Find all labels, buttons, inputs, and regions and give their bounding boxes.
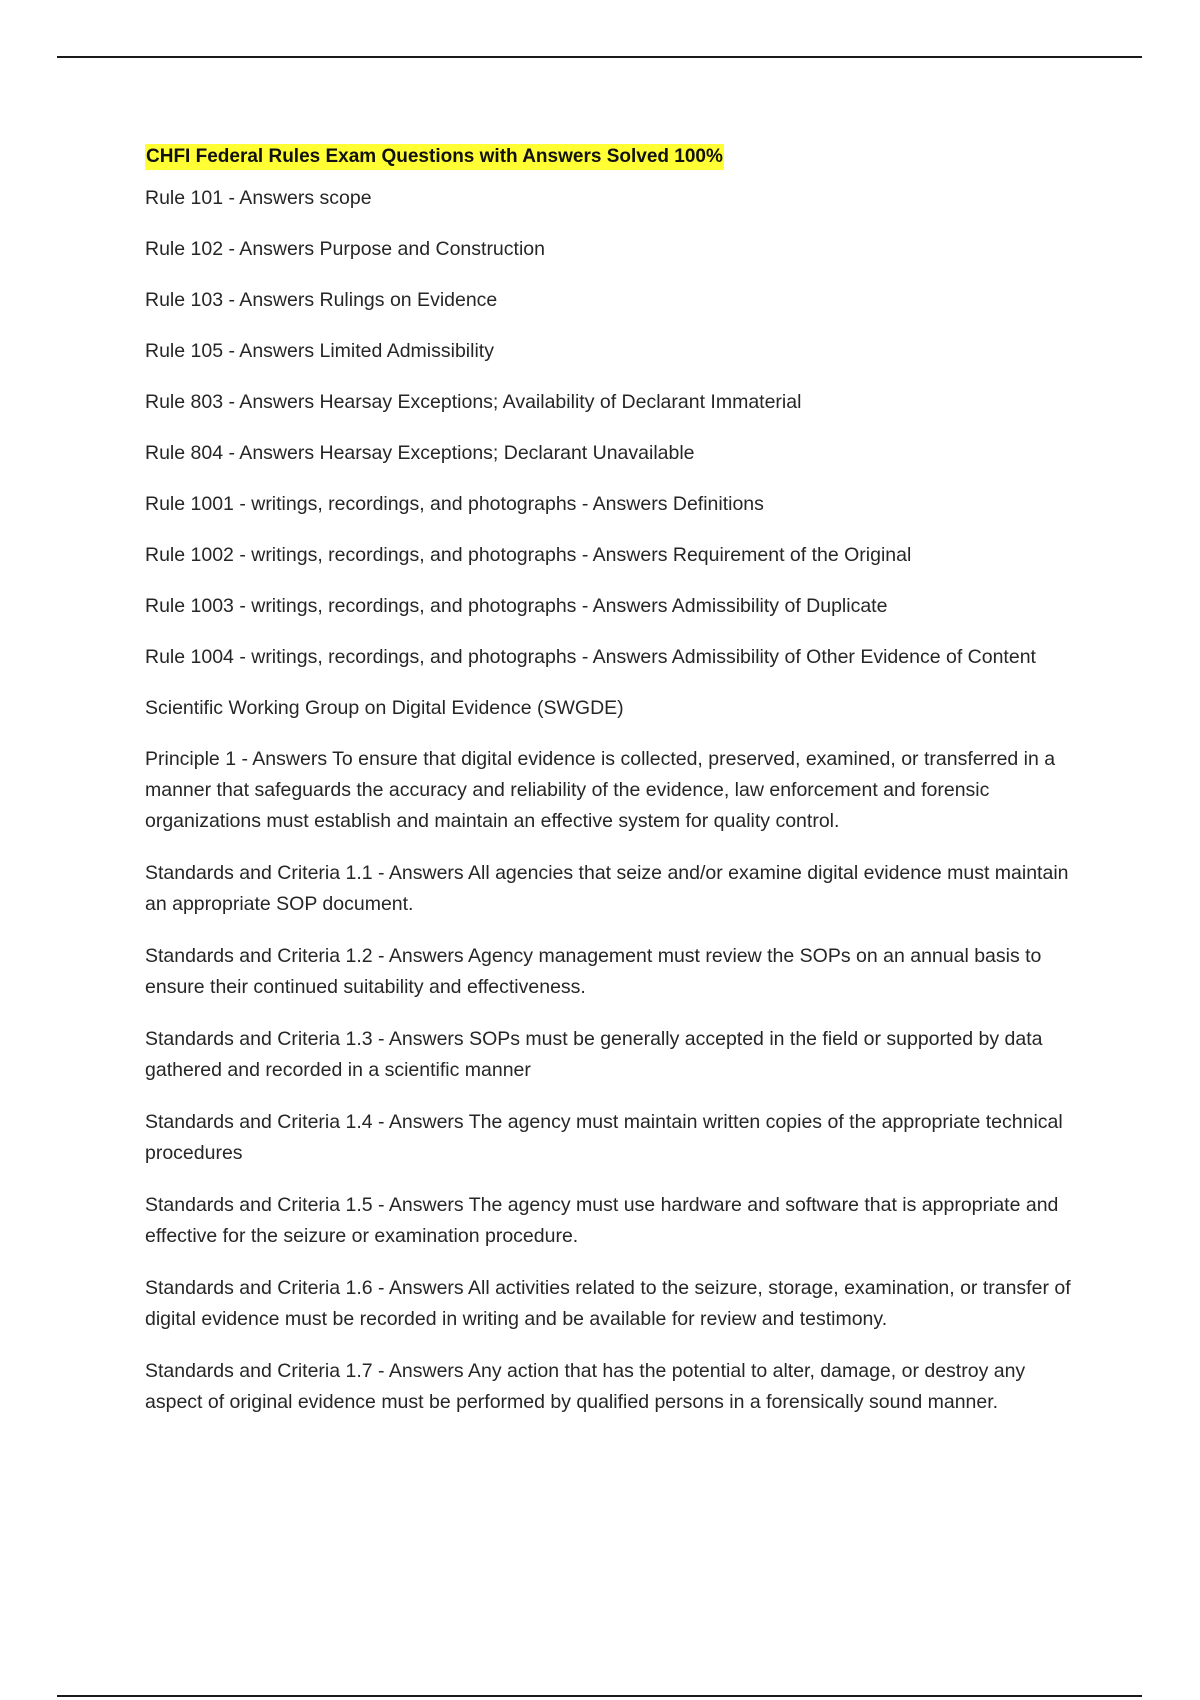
entry-rule-804: Rule 804 - Answers Hearsay Exceptions; Declarant Unavailable [145,442,695,464]
entry-rule-103: Rule 103 - Answers Rulings on Evidence [145,289,498,311]
entry-rule-102: Rule 102 - Answers Purpose and Construction [145,238,545,260]
entry-rule-1001: Rule 1001 - writings, recordings, and photographs - Answers Definitions [145,493,764,515]
entry-criteria-1-5: Standards and Criteria 1.5 - Answers The agency must use hardware and software that is appropriate and effective for the seizure or examination procedure. [145,1194,1059,1247]
entry-rule-1002: Rule 1002 - writings, recordings, and photographs - Answers Requirement of the Original [145,544,912,566]
entry-rule-1003: Rule 1003 - writings, recordings, and photographs - Answers Admissibility of Duplicate [145,595,888,617]
entry-criteria-1-1: Standards and Criteria 1.1 - Answers All agencies that seize and/or examine digital evidence must maintain an appropriate SOP document. [145,862,1069,915]
header-divider [57,56,1142,58]
entry-rule-1004: Rule 1004 - writings, recordings, and photographs - Answers Admissibility of Other Evidence of Content [145,646,1036,668]
entry-criteria-1-2: Standards and Criteria 1.2 - Answers Agency management must review the SOPs on an annual basis to ensure their continued suitability and effectiveness. [145,945,1042,998]
entry-rule-101: Rule 101 - Answers scope [145,187,372,209]
entry-criteria-1-3: Standards and Criteria 1.3 - Answers SOPs must be generally accepted in the field or supported by data gathered and recorded in a scientific manner [145,1028,1043,1081]
entry-swgde-heading: Scientific Working Group on Digital Evidence (SWGDE) [145,697,624,719]
entry-criteria-1-6: Standards and Criteria 1.6 - Answers All activities related to the seizure, storage, examination, or transfer of digital evidence must be recorded in writing and be available for review and testimony. [145,1277,1071,1330]
document-body [145,144,1085,1439]
entry-rule-803: Rule 803 - Answers Hearsay Exceptions; Availability of Declarant Immaterial [145,391,802,413]
entry-rule-105: Rule 105 - Answers Limited Admissibility [145,340,494,362]
footer-divider [57,1695,1142,1697]
entry-criteria-1-4: Standards and Criteria 1.4 - Answers The agency must maintain written copies of the appropriate technical procedures [145,1111,1063,1164]
entry-principle-1: Principle 1 - Answers To ensure that digital evidence is collected, preserved, examined, or transferred in a manner that safeguards the accuracy and reliability of the evidence, law enforcement and forensic organizations must establish and maintain an effective system for quality control. [145,748,1056,832]
entry-criteria-1-7: Standards and Criteria 1.7 - Answers Any action that has the potential to alter, damage, or destroy any aspect of original evidence must be performed by qualified persons in a forensically sound manner. [145,1360,1026,1413]
document-title: CHFI Federal Rules Exam Questions with Answers Solved 100% [145,144,724,170]
